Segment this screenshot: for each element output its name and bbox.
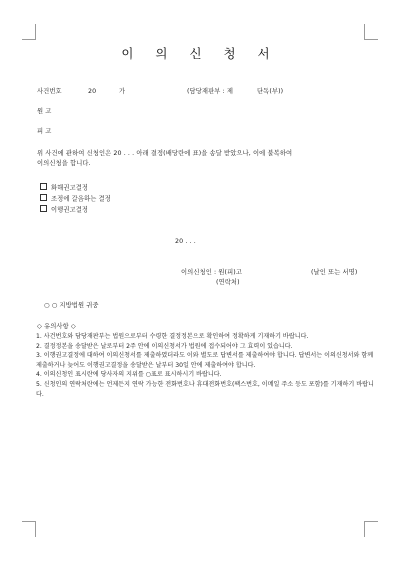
crop-mark-bottom-right-v [364, 521, 365, 537]
notes-title: ◇ 유의사항 ◇ [37, 323, 76, 330]
contact-label: (연락처) [216, 279, 240, 286]
crop-mark-top-right-v [364, 24, 365, 40]
note-item: 3. 이행권고결정에 대하여 이의신청서를 제출하였더라도 이와 별도로 답변서를 제출하여야 합니다. 답변서는 이의신청서와 함께 제출하거나 늦어도 이행권고결정을 송달받은 날부터 30일 안에 제출하여야 합니다. [36, 352, 374, 369]
note-item: 4. 이의신청인 표시란에 당사자의 지위를 ○표로 표시하시기 바랍니다. [36, 371, 222, 379]
court-line: ○ ○ 지방법원 귀중 [44, 302, 99, 309]
option-performance-decision[interactable] [40, 205, 88, 215]
option-label: 화해권고결정 [51, 184, 89, 192]
judge-label: (담당재판부 : 제 [187, 88, 234, 95]
option-label: 이행권고결정 [51, 206, 89, 214]
date-line: 20 . . . [175, 238, 196, 245]
crop-mark-bottom-left-h [22, 521, 36, 522]
signature-label: (날인 또는 서명) [311, 269, 358, 276]
defendant-label: 피 고 [37, 128, 52, 135]
note-item: 5. 신청인의 연락처란에는 언제든지 연락 가능한 전화번호나 휴대전화번호(팩스번호, 이메일 주소 등도 포함)를 기재하기 바랍니다. [36, 380, 374, 398]
judge-suffix: 단독(부)) [257, 88, 284, 95]
checkbox-icon[interactable] [40, 183, 47, 190]
option-mediation-decision[interactable] [40, 194, 111, 204]
document-title: 이 의 신 청 서 [121, 46, 279, 61]
crop-mark-bottom-right-h [364, 521, 378, 522]
checkbox-icon[interactable] [40, 205, 47, 212]
crop-mark-top-left-h [22, 39, 36, 40]
applicant-label: 이의신청인 : 원(피)고 [181, 269, 243, 276]
note-item: 2. 결정정본을 송달받은 날로부터 2주 안에 이의신청서가 법원에 접수되어야 그 효력이 있습니다. [36, 342, 293, 350]
case-number-label: 사건번호 [37, 88, 62, 95]
body-text-line-1: 위 사건에 관하여 신청인은 20 . . . 아래 결정(배당란에 표)을 송달 받았으나, 이에 불복하여 [37, 150, 293, 157]
crop-mark-bottom-left-v [35, 521, 36, 537]
note-item: 1. 사건번호와 담당재판부는 법원으로부터 수령한 결정정본으로 확인하여 정확하게 기재하기 바랍니다. [36, 333, 309, 340]
option-settlement-decision[interactable] [40, 183, 88, 193]
case-number-year: 20 [88, 88, 97, 95]
plaintiff-label: 원 고 [37, 108, 52, 115]
option-label: 조정에 갈음하는 결정 [51, 195, 111, 203]
body-text-line-2: 이의신청을 합니다. [37, 160, 91, 167]
notes-list [36, 332, 376, 399]
crop-mark-top-left-v [35, 24, 36, 40]
checkbox-icon[interactable] [40, 194, 47, 201]
case-number-suffix: 가 [119, 88, 126, 95]
crop-mark-top-right-h [364, 39, 378, 40]
